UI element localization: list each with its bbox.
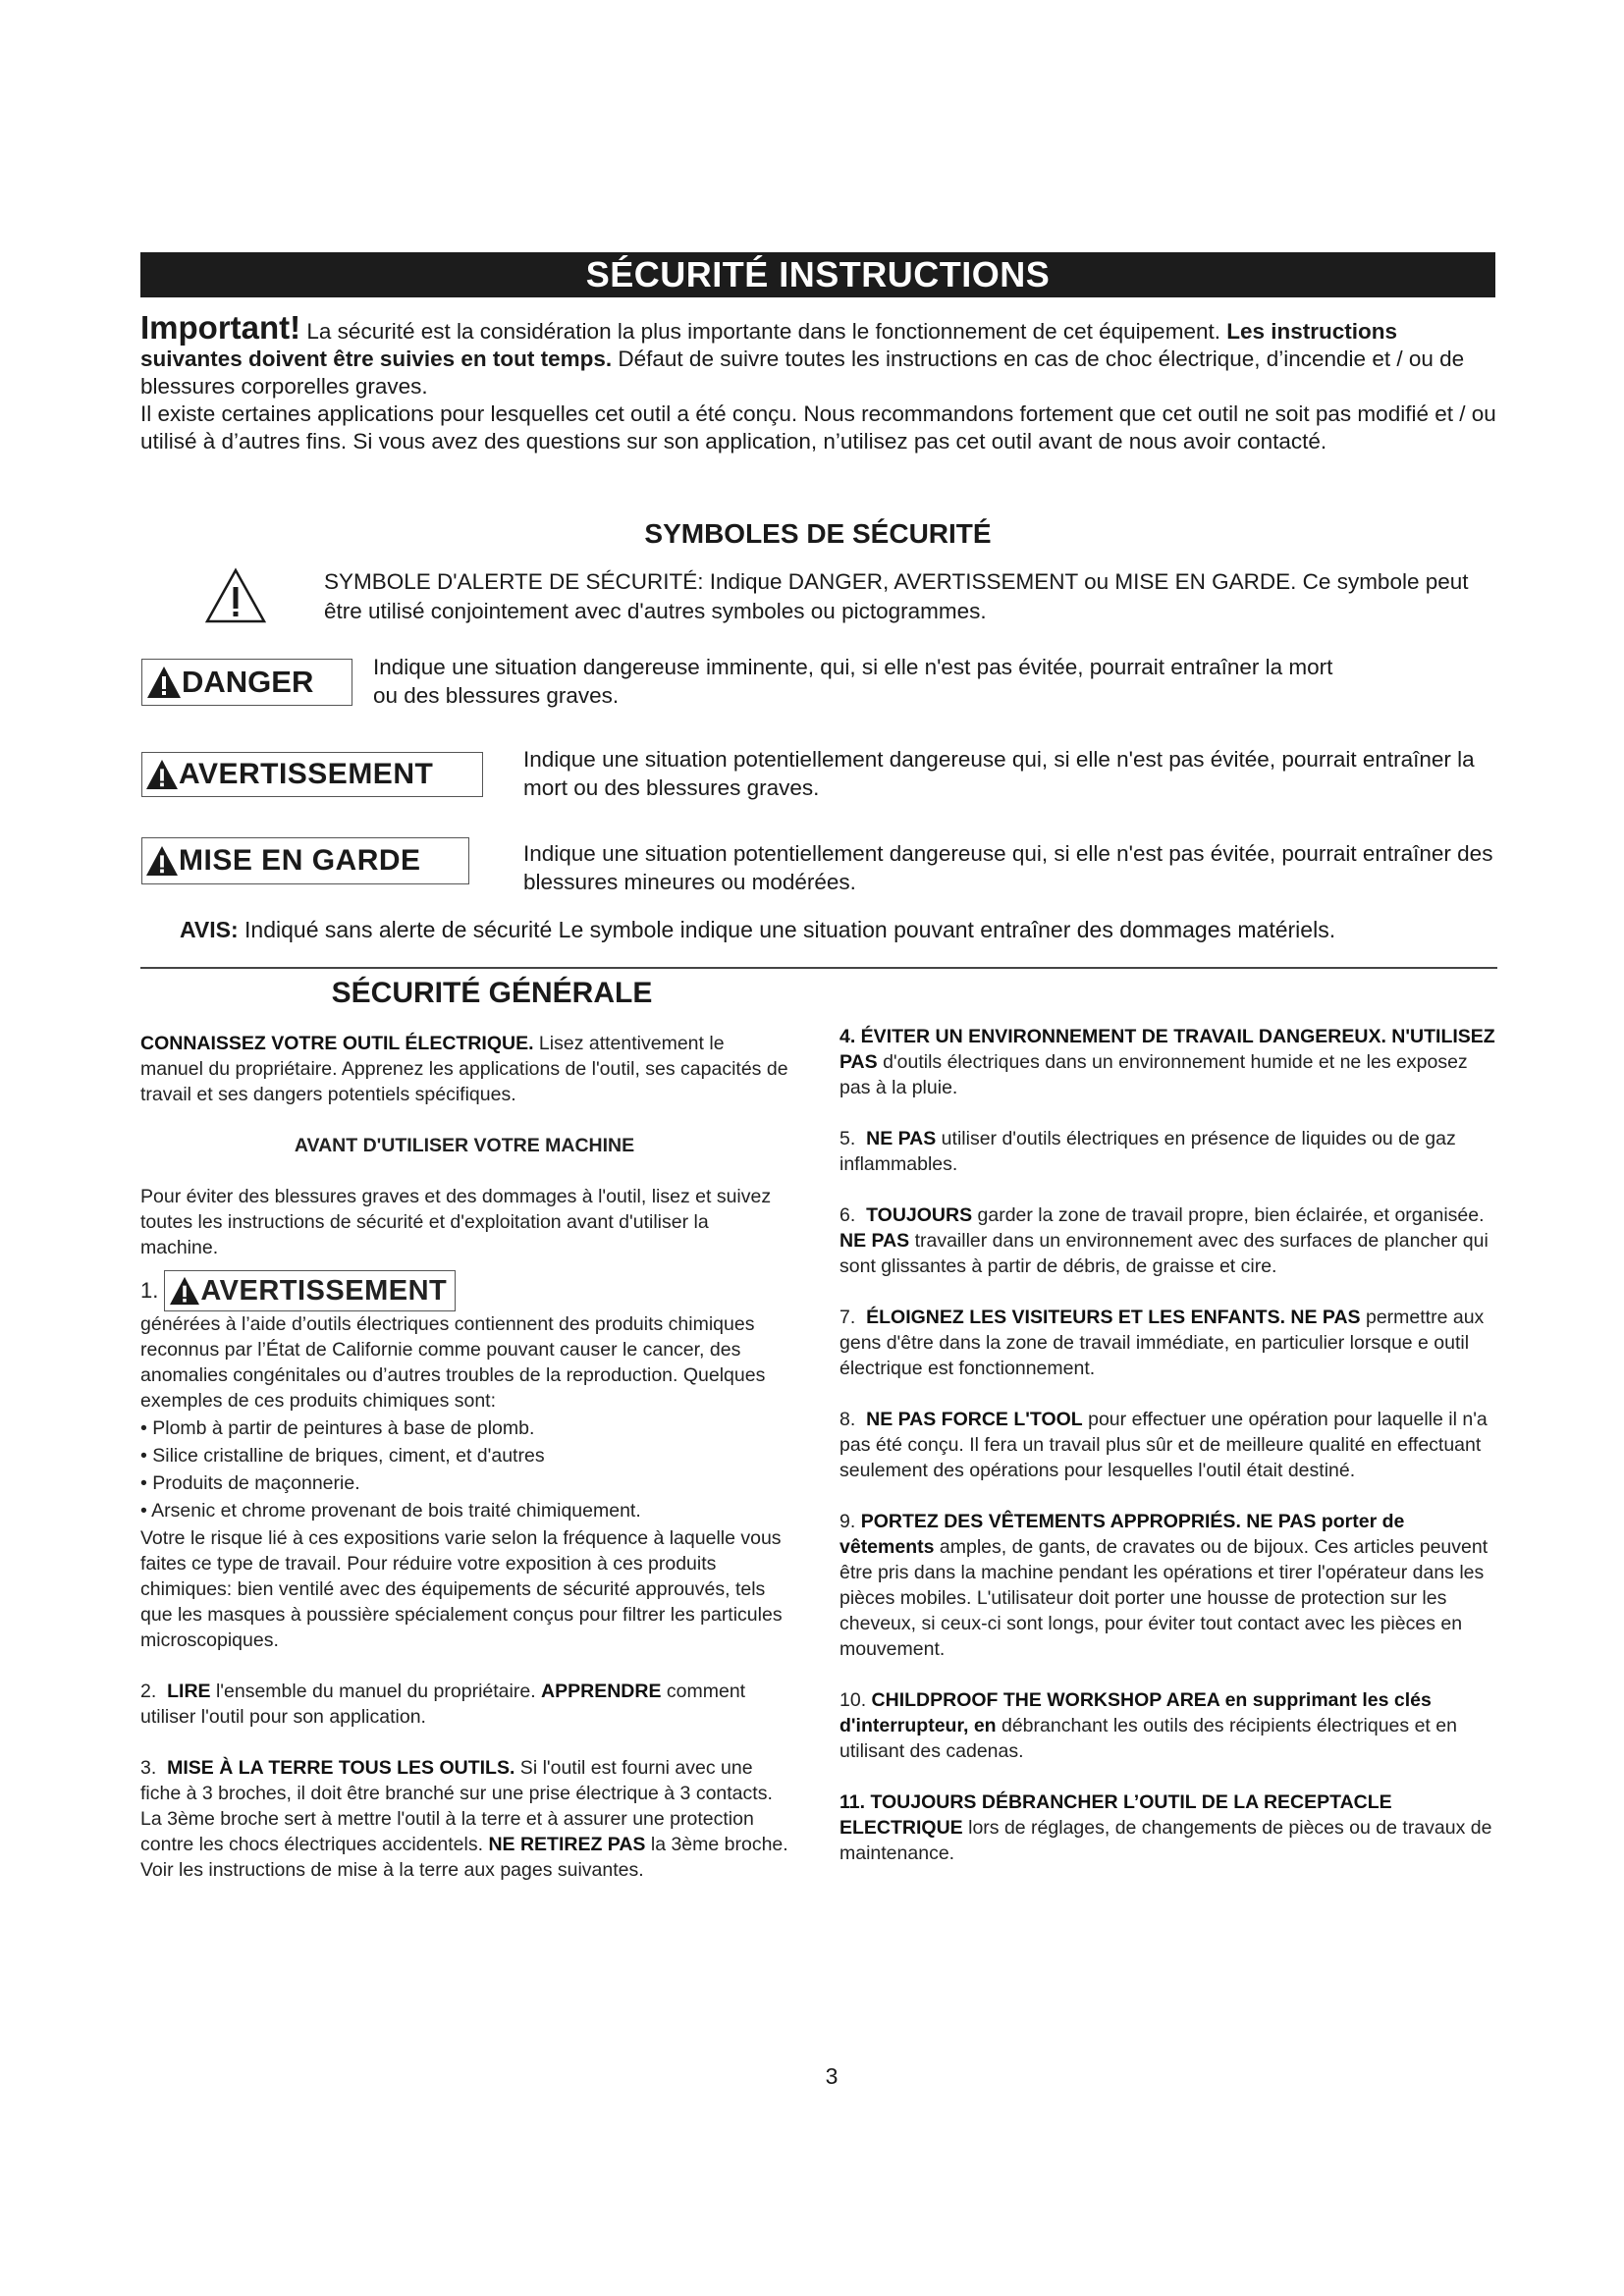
item-6 — [839, 1202, 1497, 1279]
item-5-text: utiliser d'outils électriques en présence de liquides ou de gaz inflammables. — [839, 1128, 1456, 1175]
item-5-number: 5. — [839, 1128, 856, 1149]
item-10-text: débranchant les outils des récipients électriques et en utilisant des cadenas. — [839, 1715, 1457, 1762]
item-1-number: 1. — [140, 1278, 159, 1303]
item-8-bold: NE PAS FORCE L'TOOL — [866, 1409, 1083, 1430]
item-3-text-2: la 3ème broche. Voir les instructions de mise à la terre aux pages suivantes. — [140, 1834, 788, 1881]
item-5-bold: NE PAS — [866, 1128, 937, 1149]
item-10-bold: CHILDPROOF THE WORKSHOP AREA en supprimant les clés d'interrupteur, en — [839, 1689, 1432, 1736]
item-7 — [839, 1305, 1497, 1381]
item-9-bold: PORTEZ DES VÊTEMENTS APPROPRIÉS. NE PAS porter de vêtements — [839, 1511, 1405, 1558]
bullet-arsenic: • Arsenic et chrome provenant de bois traité chimiquement. — [140, 1500, 641, 1522]
intro-bold-1: Les instructions suivantes doivent être suivies en tout temps. — [140, 319, 1398, 371]
bullet-lead: • Plomb à partir de peintures à base de plomb. — [140, 1417, 535, 1439]
danger-alert-icon — [146, 666, 182, 699]
caution-alert-icon — [145, 845, 179, 877]
item-10-number: 10. — [839, 1689, 867, 1711]
item-2-text-1: l'ensemble du manuel du propriétaire. — [210, 1681, 542, 1702]
item-9-text: amples, de gants, de cravates ou de bijoux. Ces articles peuvent être pris dans la machine pendant les opérations et tirer l'opérateur dans les pièces mobiles. L'utilisateur doit porter une housse de protection sur les cheveux, si ceux-ci sont longs, pour éviter tout contact avec les pièces en mouvement. — [839, 1536, 1489, 1660]
intro-text-2: Défaut de suivre toutes les instructions en cas de choc électrique, d’incendie et / ou de blessures corporelles graves. — [140, 347, 1465, 399]
item-4 — [839, 1024, 1497, 1100]
item-8-text: pour effectuer une opération pour laquelle il n'a pas été conçu. Il fera un travail plus sûr et de meilleure qualité en effectuant seulement des opérations pour lesquelles l'outil était destiné. — [839, 1409, 1488, 1481]
item-9 — [839, 1509, 1497, 1662]
item-2-number: 2. — [140, 1681, 157, 1702]
right-column — [839, 1024, 1497, 1892]
item-1-header — [140, 1270, 788, 1311]
warning-label: AVERTISSEMENT — [179, 758, 434, 790]
before-using-heading: AVANT D'UTILISER VOTRE MACHINE — [294, 1135, 635, 1156]
item-11 — [839, 1789, 1497, 1866]
item-1-text: générées à l’aide d’outils électriques contiennent des produits chimiques reconnus par l’État de Californie comme pouvant causer le cancer, des anomalies congénitales ou d’autres troubles de la reproduction. Quelques exemples de ces produits chimiques sont: — [140, 1313, 766, 1412]
item-6-bold-1: TOUJOURS — [866, 1204, 973, 1226]
item-3-bold-2: NE RETIREZ PAS — [488, 1834, 646, 1855]
before-using-text: Pour éviter des blessures graves et des dommages à l'outil, lisez et suivez toutes les instructions de sécurité et d'exploitation avant d'utiliser la machine. — [140, 1186, 772, 1258]
item-6-text-1: garder la zone de travail propre, bien éclairée, et organisée. — [972, 1204, 1485, 1226]
item-11-text: lors de réglages, de changements de pièces ou de travaux de maintenance. — [839, 1817, 1492, 1864]
caution-description: Indique une situation potentiellement dangereuse qui, si elle n'est pas évitée, pourrait entraîner des blessures mineures ou modérées. — [523, 841, 1493, 894]
notice-line — [180, 915, 1515, 944]
alert-symbol-description: SYMBOLE D'ALERTE DE SÉCURITÉ: Indique DANGER, AVERTISSEMENT ou MISE EN GARDE. Ce symbole peut être utilisé conjointement avec d'autres symboles ou pictogrammes. — [324, 569, 1469, 623]
item-2-bold-1: LIRE — [167, 1681, 211, 1702]
warning-description: Indique une situation potentiellement dangereuse qui, si elle n'est pas évitée, pourrait entraîner la mort ou des blessures graves. — [523, 747, 1475, 800]
item-2-text-2: comment utiliser l'outil pour son application. — [140, 1681, 746, 1728]
bullet-silica: • Silice cristalline de briques, ciment, et d'autres — [140, 1445, 545, 1467]
page-title: SÉCURITÉ INSTRUCTIONS — [140, 252, 1495, 297]
warning-alert-icon — [145, 759, 179, 790]
important-label: Important! — [140, 309, 301, 346]
left-column — [140, 1031, 788, 1908]
item-10 — [839, 1687, 1497, 1764]
caution-badge — [141, 837, 469, 884]
item-6-bold-2: NE PAS — [839, 1230, 910, 1252]
item-4-text: d'outils électriques dans un environnement humide et ne les exposez pas à la pluie. — [839, 1051, 1468, 1098]
item-7-bold: ÉLOIGNEZ LES VISITEURS ET LES ENFANTS. NE PAS — [866, 1307, 1361, 1328]
item-1-badge-label: AVERTISSEMENT — [200, 1275, 448, 1307]
item-3-bold-1: MISE À LA TERRE TOUS LES OUTILS. — [167, 1757, 515, 1779]
page-number: 3 — [825, 2063, 839, 2089]
intro-text-1: La sécurité est la considération la plus importante dans le fonctionnement de cet équipement. — [300, 319, 1227, 344]
item-7-text: permettre aux gens d'être dans la zone de travail immédiate, en particulier lorsque e outil électrique est fonctionnement. — [839, 1307, 1485, 1379]
item-2 — [140, 1679, 788, 1730]
general-safety-heading: SÉCURITÉ GÉNÉRALE — [331, 977, 653, 1009]
item-2-bold-2: APPRENDRE — [541, 1681, 662, 1702]
item-1-tail: Votre le risque lié à ces expositions varie selon la fréquence à laquelle vous faites ce type de travail. Pour réduire votre exposition à ces produits chimiques: bien ventilé avec des équipements de sécurité approuvés, tels que les masques à poussière spécialement conçus pour filtrer les particules microscopiques. — [140, 1527, 783, 1651]
item-6-number: 6. — [839, 1204, 856, 1226]
bullet-masonry: • Produits de maçonnerie. — [140, 1472, 360, 1494]
item-9-number: 9. — [839, 1511, 856, 1532]
item-5 — [839, 1126, 1497, 1177]
item-3-text-1: Si l'outil est fourni avec une fiche à 3 broches, il doit être branché sur une prise électrique à 3 contacts. La 3ème broche sert à mettre l'outil à la terre et à assurer une protection contre les chocs électriques accidentels. — [140, 1757, 773, 1855]
item-4-bold: 4. ÉVITER UN ENVIRONNEMENT DE TRAVAIL DANGEREUX. N'UTILISEZ PAS — [839, 1026, 1495, 1073]
warning-triangle-icon — [204, 567, 267, 624]
item-6-text-2: travailler dans un environnement avec des surfaces de plancher qui sont glissantes à partir de débris, de graisse et cire. — [839, 1230, 1489, 1277]
intro-paragraph — [140, 309, 1500, 455]
know-your-tool-paragraph — [140, 1031, 788, 1107]
section-divider — [140, 967, 1497, 969]
know-bold: CONNAISSEZ VOTRE OUTIL ÉLECTRIQUE. — [140, 1033, 534, 1054]
item-3 — [140, 1755, 788, 1883]
item-1-warning-badge — [164, 1270, 456, 1311]
caution-label: MISE EN GARDE — [179, 844, 421, 877]
item-8-number: 8. — [839, 1409, 856, 1430]
item-8 — [839, 1407, 1497, 1483]
danger-label: DANGER — [182, 665, 314, 699]
item-7-number: 7. — [839, 1307, 856, 1328]
danger-badge — [141, 659, 352, 706]
notice-label: AVIS: — [180, 917, 239, 942]
item-1-alert-icon — [169, 1276, 200, 1306]
item-11-bold: 11. TOUJOURS DÉBRANCHER L’OUTIL DE LA RECEPTACLE ELECTRIQUE — [839, 1791, 1392, 1839]
item-3-number: 3. — [140, 1757, 157, 1779]
danger-description: Indique une situation dangereuse imminente, qui, si elle n'est pas évitée, pourrait entraîner la mort ou des blessures graves. — [373, 655, 1333, 708]
know-text: Lisez attentivement le manuel du propriétaire. Apprenez les applications de l'outil, ses capacités de travail et ses dangers potentiels spécifiques. — [140, 1033, 788, 1105]
notice-text: Indiqué sans alerte de sécurité Le symbole indique une situation pouvant entraîner des dommages matériels. — [238, 917, 1336, 942]
warning-badge — [141, 752, 483, 797]
symbols-heading: SYMBOLES DE SÉCURITÉ — [644, 518, 992, 549]
intro-text-3: Il existe certaines applications pour lesquelles cet outil a été conçu. Nous recommandons fortement que cet outil ne soit pas modifié et / ou utilisé à d’autres fins. Si vous avez des questions sur son application, n’utilisez pas cet outil avant de nous avoir contacté. — [140, 401, 1496, 454]
